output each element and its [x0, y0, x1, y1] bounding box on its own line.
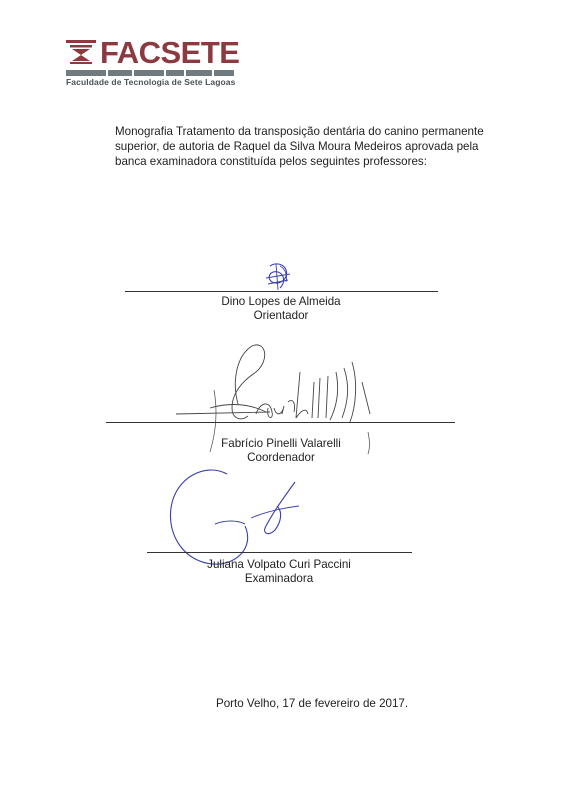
- signature-line-2: [106, 422, 455, 423]
- approval-paragraph: Monografia Tratamento da transposição dentária do canino permanente superior, de autoria de Raquel da Silva Moura Medeiros aprovada pela banca examinadora constituída pelos seguintes professores:: [115, 125, 484, 168]
- signature-mark-1: [262, 260, 296, 294]
- signature-line-1: [125, 291, 438, 292]
- logo-wordmark: FACSETE: [100, 35, 240, 70]
- signature-line-3: [147, 552, 412, 553]
- logo-stripe: [66, 70, 234, 76]
- signatory-name-3: Juliana Volpato Curi Paccini: [207, 558, 351, 571]
- logo-subtitle: Faculdade de Tecnologia de Sete Lagoas: [66, 77, 236, 87]
- signatory-role-1: Orientador: [253, 309, 309, 322]
- signatory-name-1: Dino Lopes de Almeida: [221, 295, 341, 308]
- signatory-name-2: Fabrício Pinelli Valarelli: [221, 437, 341, 450]
- facsete-emblem-icon: [66, 40, 96, 64]
- place-and-date: Porto Velho, 17 de fevereiro de 2017.: [216, 697, 409, 710]
- signatory-role-3: Examinadora: [244, 572, 314, 585]
- facsete-logo: [66, 35, 240, 90]
- signatory-role-2: Coordenador: [247, 451, 315, 464]
